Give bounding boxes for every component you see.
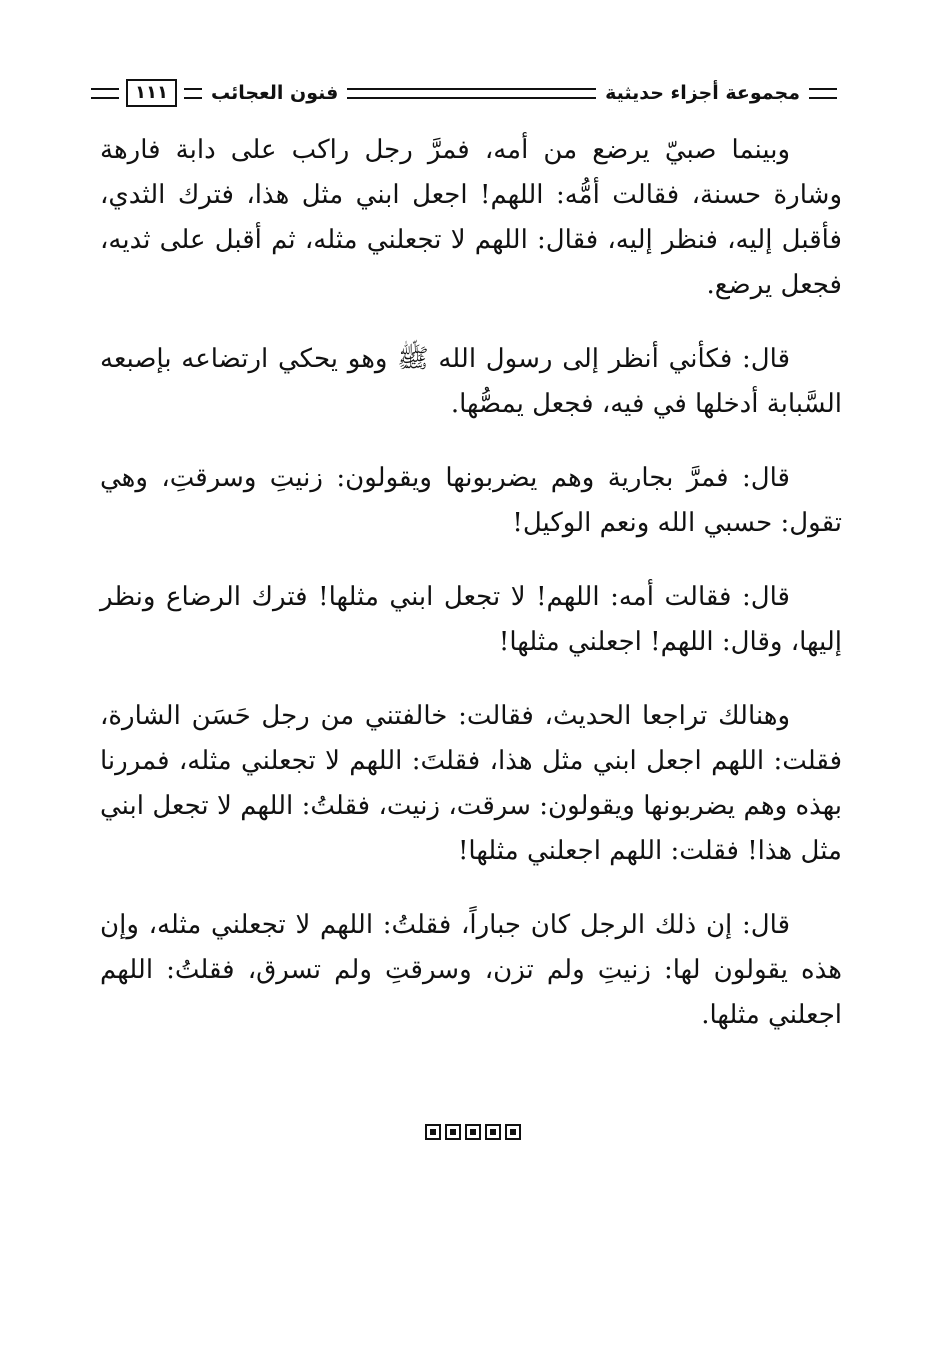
header-rule-end [91, 88, 119, 99]
body-text [100, 128, 842, 1067]
square-dot-ornament-icon [465, 1124, 481, 1140]
paragraph: قال: إن ذلك الرجل كان جباراً، فقلتُ: اللهم لا تجعلني مثله، وإن هذه يقولون لها: زنيتِ ولم تزن، وسرقتِ ولم تسرق، فقلتُ: اللهم اجعلني مثلها. [100, 910, 842, 1030]
paragraph: قال: فقالت أمه: اللهم! لا تجعل ابني مثلها! فترك الرضاع ونظر إليها، وقال: اللهم! اجعلني مثلها! [100, 582, 842, 657]
paragraph: قال: فمرَّ بجارية وهم يضربونها ويقولون: زنيتِ وسرقتِ، وهي تقول: حسبي الله ونعم الوكيل! [100, 463, 842, 538]
section-title: فنون العجائب [210, 82, 339, 104]
paragraph: وبينما صبيّ يرضع من أمه، فمرَّ رجل راكب على دابة فارهة وشارة حسنة، فقالت أمُّه: اللهم! اجعل ابني مثل هذا، فترك الثدي، فأقبل إليه، فنظر إليه، فقال: اللهم لا تجعلني مثله، ثم أقبل على ثديه، فجعل يرضع. [100, 135, 842, 300]
square-dot-ornament-icon [485, 1124, 501, 1140]
header-rule-left [184, 88, 202, 99]
book-title: مجموعة أجزاء حديثية [605, 82, 800, 104]
paragraph: وهنالك تراجعا الحديث، فقالت: خالفتني من رجل حَسَن الشارة، فقلت: اللهم اجعل ابني مثل هذا، فقلتَ: اللهم لا تجعلني مثله، فمررنا بهذه وهم يضربونها ويقولون: سرقت، زنيت، فقلتُ: اللهم لا تجعل ابني مثل هذا! فقلت: اللهم اجعلني مثلها! [100, 701, 842, 866]
square-dot-ornament-icon [425, 1124, 441, 1140]
paragraph: قال: فكأني أنظر إلى رسول الله ﷺ وهو يحكي ارتضاعه بإصبعه السَّبابة أدخلها في فيه، فجعل يمصُّها. [100, 344, 842, 419]
header-rule-middle [347, 88, 596, 99]
section-end-ornament [0, 1124, 945, 1140]
running-header [88, 76, 840, 110]
page-number: ١١١ [126, 79, 177, 107]
square-dot-ornament-icon [505, 1124, 521, 1140]
header-rule-right [809, 88, 837, 99]
square-dot-ornament-icon [445, 1124, 461, 1140]
